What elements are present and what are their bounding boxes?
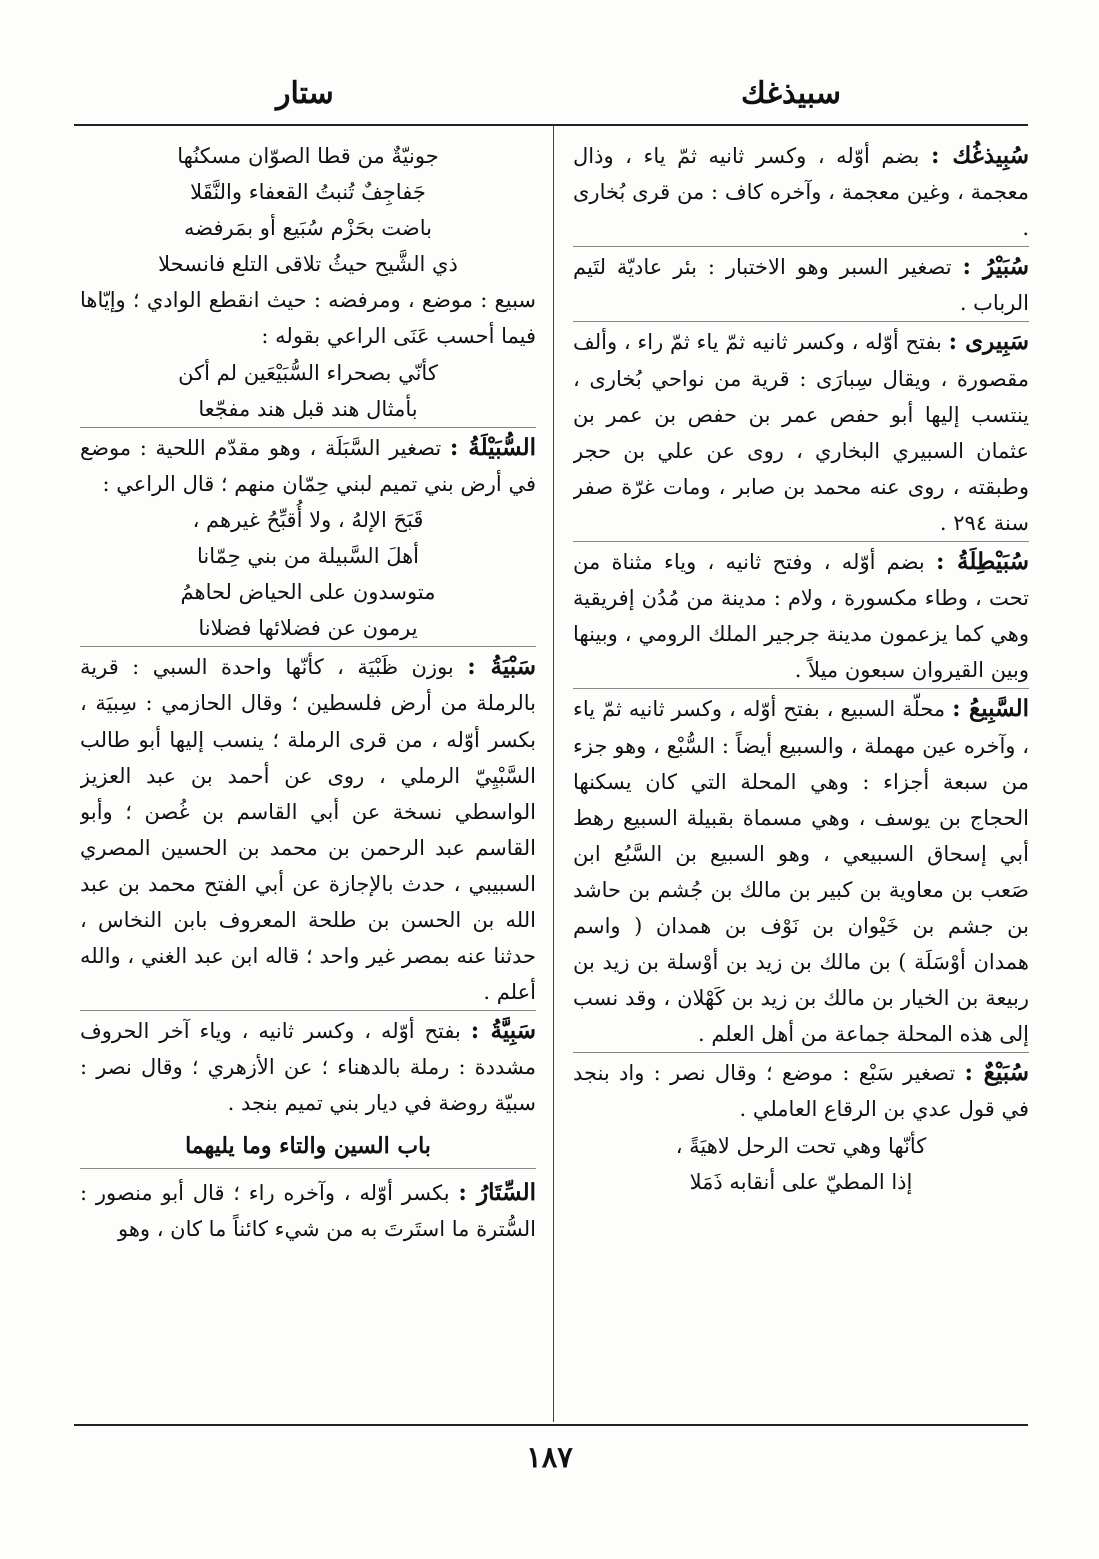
section-title: باب السين والتاء وما يليهما: [80, 1128, 536, 1169]
running-title-left: ستار: [276, 76, 334, 111]
entry-headword: سُبِيذغُك :: [930, 142, 1029, 169]
verse-line: جونيّةٌ من قطا الصوّان مسكنُها: [177, 144, 439, 168]
entry: [80, 1175, 536, 1247]
entry: [80, 427, 536, 502]
column-divider: [553, 126, 554, 1422]
entry-text: بكسر أوّله ، وآخره راء ؛ قال أبو منصور : السُّترة ما استَرتَ به من شيء كائناً ما كان ، وهو: [80, 1180, 536, 1241]
header-rule: [74, 124, 1028, 126]
entry: [80, 1010, 536, 1121]
verse-line: باضت بحَزْم سُبَيع أو بمَرفضه: [184, 216, 432, 241]
entry-text: تصغير السَّبَلَة ، وهو مقدّم اللحية : موضع في أرض بني تميم لبني حِمّان منهم ؛ قال الراعي :: [80, 435, 536, 496]
right-column: [573, 138, 1029, 1422]
entry: [80, 646, 536, 1010]
verse-line: قَبَحَ الإلهُ ، ولا أُقبِّحُ غيرهم ،: [192, 507, 424, 532]
entry-headword: سُبَيْرُ :: [962, 253, 1029, 281]
running-header: [0, 70, 1099, 120]
entry-text: تصغير سَبْع : موضع ؛ وقال نصر : واد بنجد في قول عدي بن الرقاع العاملي .: [573, 1061, 1029, 1122]
entry-headword: السِّتَارُ :: [458, 1178, 536, 1206]
entry-text: محلّة السبيع ، بفتح أوّله ، وكسر ثانيه ثمّ ياء ، وآخره عين مهملة ، والسبيع أيضاً : السُّبْع ، وهو جزء من سبعة أجزاء : وهي المحلة التي كان يسكنها الحجاج بن يوسف ، وهي مسماة بقبيلة السبيع رهط أبي إسحاق السبيعي ، وهو السبيع بن السَّبُع ابن صَعب بن معاوية بن كبير بن مالك بن جُشم بن حاشد بن جشم بن خَيْوان بن نَوْف بن همدان ( واسم همدان أوْسَلَة ) بن مالك بن زيد بن أوْسلة بن زيد بن ربيعة بن الخيار بن مالك بن زيد بن كَهْلان ، وقد نسب إلى هذه المحلة جماعة من أهل العلم .: [573, 697, 1029, 1047]
verse-line: إذا المطيّ على أنقابه ذَمَلا: [689, 1169, 913, 1194]
entry-headword: سَبْيَةُ :: [467, 653, 536, 681]
entry: [573, 1052, 1029, 1127]
paragraph: سبيع : موضع ، ومرفضه : حيث انقطع الوادي ؛ وإيّاها فيما أحسب عَنَى الراعي بقوله :: [80, 288, 536, 349]
verse-line: بأمثال هند قبل هند مفجّعا: [198, 396, 418, 421]
entry-text: بوزن ظَبْيَة ، كأنّها واحدة السبي : قرية بالرملة من أرض فلسطين ؛ وقال الحازمي : سِبيَة ، بكسر أوّله ، من قرى الرملة ؛ ينسب إليها أبو طالب السَّبْيِيّ الرملي ، روى عن أحمد بن عبد العزيز الواسطي نسخة عن أبي القاسم بن غُصن ؛ وأبو القاسم عبد الرحمن بن محمد بن الحسين المصري السبيبي ، حدث بالإجازة عن أبي الفتح محمد بن عبد الله بن الحسن بن طلحة المعروف بابن النخاس ، حدثنا عنه بمصر غير واحد ؛ قاله ابن عبد الغني ، والله أعلم .: [80, 655, 536, 1005]
verse-line: كأنّي بصحراء السُّبَيْعَين لم أكن: [178, 360, 438, 385]
verse-line: يرمون عن فضلائها فضلانا: [198, 616, 418, 641]
page-number: ١٨٧: [526, 1440, 573, 1474]
entry: [573, 688, 1029, 1052]
entry-text: بفتح أوّله ، وكسر ثانيه ثمّ ياء ثمّ راء ، وألف مقصورة ، ويقال سِبارَى : قرية من نواحي بُخارى ، ينتسب إليها أبو حفص عمر بن حفص بن عمر بن عثمان السبيري البخاري ، روى عن علي بن حجر وطبقته ، روى عنه محمد بن صابر ، ومات غرّة صفر سنة ٢٩٤ .: [573, 330, 1029, 535]
verse-line: أهلَ السَّبيلة من بني حِمّانا: [196, 544, 420, 569]
entry-text: بفتح أوّله ، وكسر ثانيه ، وياء آخر الحروف مشددة : رملة بالدهناء ؛ عن الأزهري ؛ وقال نصر : سبيّة روضة في ديار بني تميم بنجد .: [80, 1019, 536, 1116]
verse-line: كأنّها وهي تحت الرحل لاهيَةً ،: [675, 1133, 927, 1158]
entry-text: تصغير السبر وهو الاختبار : بئر عاديّة لتَيم الرباب .: [573, 255, 1029, 316]
verse-line: جَفاجِفٌ تُنبتُ القعفاء والنَّقَلا: [190, 180, 426, 205]
entry-headword: سَبِيرى :: [948, 328, 1029, 356]
entry-headword: سَبِيَّةُ :: [470, 1017, 536, 1045]
entry: [573, 321, 1029, 541]
entry-text: بضم أوّله ، وفتح ثانيه ، وياء مثناة من تحت ، وطاء مكسورة ، ولام : مدينة من مُدُن إفريقية وهي كما يزعمون مدينة جرجير الملك الرومي ، وبينها وبين القيروان سبعون ميلاً .: [573, 550, 1029, 683]
left-column: [80, 138, 536, 1422]
entry: [573, 246, 1029, 321]
entry-headword: السُّبَيْلَةُ :: [449, 433, 536, 461]
entry-headword: السَّبِيعُ :: [952, 695, 1029, 723]
verse-line: ذي الشَّيح حيثُ تلاقى التلع فانسحلا: [158, 252, 458, 277]
footer-rule: [74, 1424, 1028, 1426]
entry-headword: سُبَيْطِلَةُ :: [935, 548, 1029, 576]
entry: [573, 541, 1029, 688]
running-title-right: سبيذغك: [741, 76, 841, 111]
entry: [573, 138, 1029, 246]
verse-line: متوسدون على الحياض لحاهمُ: [180, 580, 436, 605]
entry-text: بضم أوّله ، وكسر ثانيه ثمّ ياء ، وذال معجمة ، وغين معجمة ، وآخره كاف : من قرى بُخارى .: [573, 144, 1029, 241]
entry-headword: سُبَيْعٌ :: [964, 1059, 1029, 1087]
